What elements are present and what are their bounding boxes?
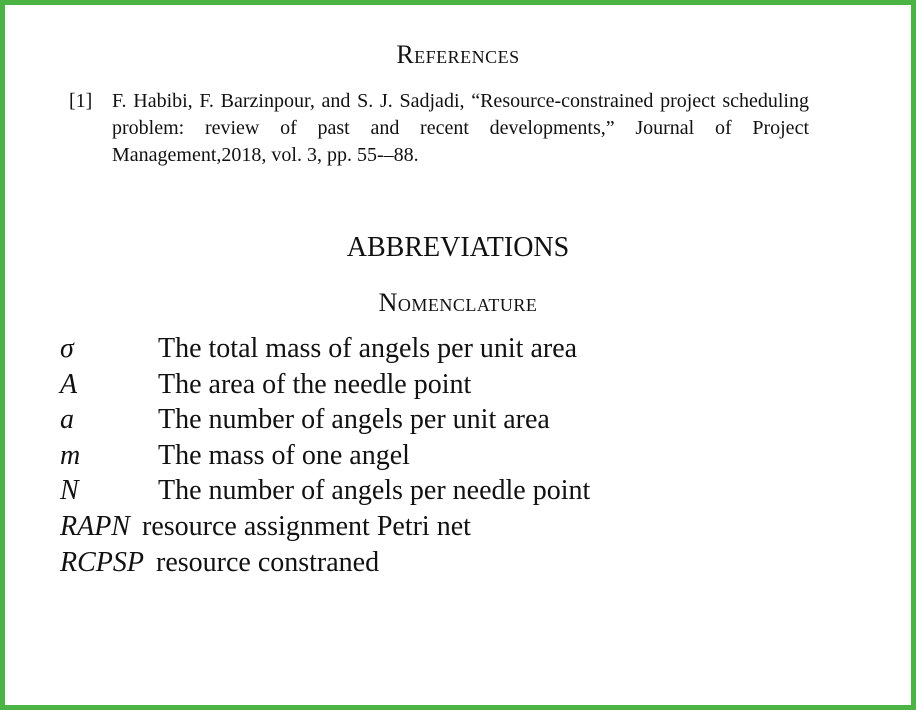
- nomenclature-symbol: N: [60, 475, 79, 507]
- nomenclature-heading: Nomenclature: [378, 288, 538, 317]
- reference-number: [1]: [69, 90, 93, 112]
- reference-entry-1: [69, 88, 809, 169]
- nomenclature-description: The total mass of angels per unit area: [158, 333, 578, 364]
- nomenclature-description: resource assignment Petri net: [142, 510, 471, 542]
- nomenclature-list: [60, 331, 900, 580]
- nomenclature-symbol: a: [60, 404, 74, 436]
- references-heading: References: [396, 40, 520, 69]
- nomenclature-symbol: A: [60, 368, 78, 400]
- reference-text: F. Habibi, F. Barzinpour, and S. J. Sadjadi, “Resource-constrained project scheduling problem: review of past and recent developments,” Journal of Project Management,2018, vol. 3, pp. 55-–88.: [112, 90, 809, 166]
- nomenclature-item: [60, 367, 900, 403]
- nomenclature-description: resource constraned: [156, 546, 380, 578]
- nomenclature-item: [60, 402, 900, 438]
- nomenclature-symbol: σ: [60, 333, 74, 364]
- nomenclature-symbol: RCPSP: [60, 546, 144, 578]
- nomenclature-symbol: RAPN: [60, 510, 130, 542]
- nomenclature-item: [60, 438, 900, 474]
- nomenclature-symbol: m: [60, 439, 81, 471]
- abbreviations-heading: ABBREVIATIONS: [346, 232, 570, 263]
- nomenclature-item: [60, 473, 900, 509]
- nomenclature-description: The number of angels per needle point: [158, 475, 591, 507]
- nomenclature-description: The mass of one angel: [158, 439, 410, 471]
- nomenclature-description: The area of the needle point: [158, 368, 472, 400]
- nomenclature-item: [60, 545, 900, 581]
- nomenclature-item: [60, 509, 900, 545]
- nomenclature-item: [60, 331, 900, 367]
- nomenclature-description: The number of angels per unit area: [158, 404, 550, 436]
